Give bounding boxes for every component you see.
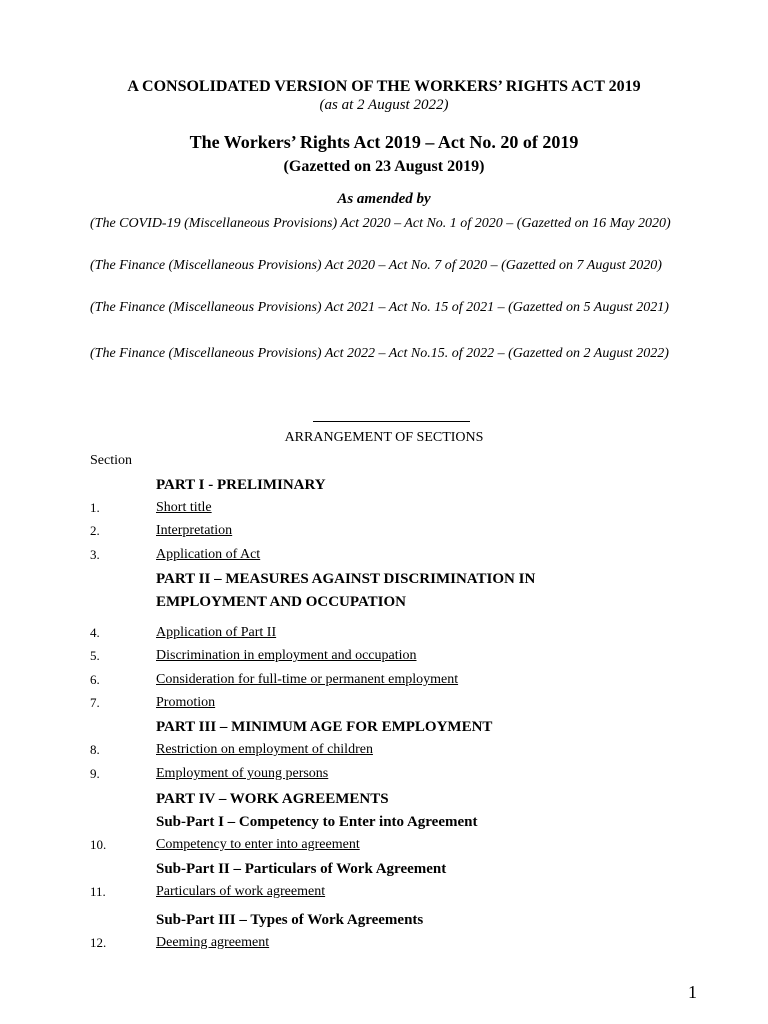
section-link[interactable]: Short title <box>156 500 212 515</box>
section-number: 2. <box>90 523 100 538</box>
section-link[interactable]: Restriction on employment of children <box>156 742 373 757</box>
as-at-date: (as at 2 August 2022) <box>319 97 449 113</box>
arrangement-heading: ARRANGEMENT OF SECTIONS <box>284 430 484 445</box>
document-title: A CONSOLIDATED VERSION OF THE WORKERS’ RIGHTS ACT 2019 <box>127 78 641 95</box>
section-number: 7. <box>90 695 100 710</box>
part-heading: PART I - PRELIMINARY <box>156 477 326 493</box>
page-number: 1 <box>688 982 697 1002</box>
amendment-item: (The Finance (Miscellaneous Provisions) Act 2022 – Act No.15. of 2022 – (Gazetted on 2 August 2022) <box>90 346 669 361</box>
section-number: 4. <box>90 625 100 640</box>
subpart-heading: Sub-Part III – Types of Work Agreements <box>156 912 424 928</box>
section-number: 8. <box>90 742 100 757</box>
section-number: 9. <box>90 766 100 781</box>
section-link[interactable]: Deeming agreement <box>156 935 270 950</box>
section-number: 6. <box>90 672 100 687</box>
part-heading: PART IV – WORK AGREEMENTS <box>156 791 389 807</box>
section-link[interactable]: Application of Part II <box>156 625 277 640</box>
section-number: 11. <box>90 884 106 899</box>
part-heading: EMPLOYMENT AND OCCUPATION <box>156 594 407 610</box>
subpart-heading: Sub-Part II – Particulars of Work Agreement <box>156 861 447 877</box>
amendment-item: (The COVID-19 (Miscellaneous Provisions) Act 2020 – Act No. 1 of 2020 – (Gazetted on 16 May 2020) <box>90 216 671 231</box>
section-link[interactable]: Consideration for full-time or permanent employment <box>156 672 459 687</box>
part-heading: PART II – MEASURES AGAINST DISCRIMINATION IN <box>156 571 536 587</box>
section-link[interactable]: Discrimination in employment and occupation <box>156 648 417 663</box>
section-link[interactable]: Employment of young persons <box>156 766 329 781</box>
amendment-item: (The Finance (Miscellaneous Provisions) Act 2020 – Act No. 7 of 2020 – (Gazetted on 7 August 2020) <box>90 258 662 273</box>
section-number: 1. <box>90 500 100 515</box>
act-title: The Workers’ Rights Act 2019 – Act No. 20 of 2019 <box>189 132 579 152</box>
section-link[interactable]: Application of Act <box>156 547 261 562</box>
section-link[interactable]: Promotion <box>156 695 216 710</box>
part-heading: PART III – MINIMUM AGE FOR EMPLOYMENT <box>156 719 493 735</box>
section-column-label: Section <box>90 453 132 468</box>
section-link[interactable]: Competency to enter into agreement <box>156 837 360 852</box>
subpart-heading: Sub-Part I – Competency to Enter into Agreement <box>156 814 478 830</box>
separator-rule <box>313 421 470 422</box>
amended-by-heading: As amended by <box>337 191 431 207</box>
section-number: 12. <box>90 935 107 950</box>
amendment-item: (The Finance (Miscellaneous Provisions) Act 2021 – Act No. 15 of 2021 – (Gazetted on 5 August 2021) <box>90 300 669 315</box>
section-number: 3. <box>90 547 100 562</box>
section-number: 10. <box>90 837 107 852</box>
section-link[interactable]: Interpretation <box>156 523 233 538</box>
section-link[interactable]: Particulars of work agreement <box>156 884 326 899</box>
section-number: 5. <box>90 648 100 663</box>
gazetted-date: (Gazetted on 23 August 2019) <box>283 158 485 175</box>
